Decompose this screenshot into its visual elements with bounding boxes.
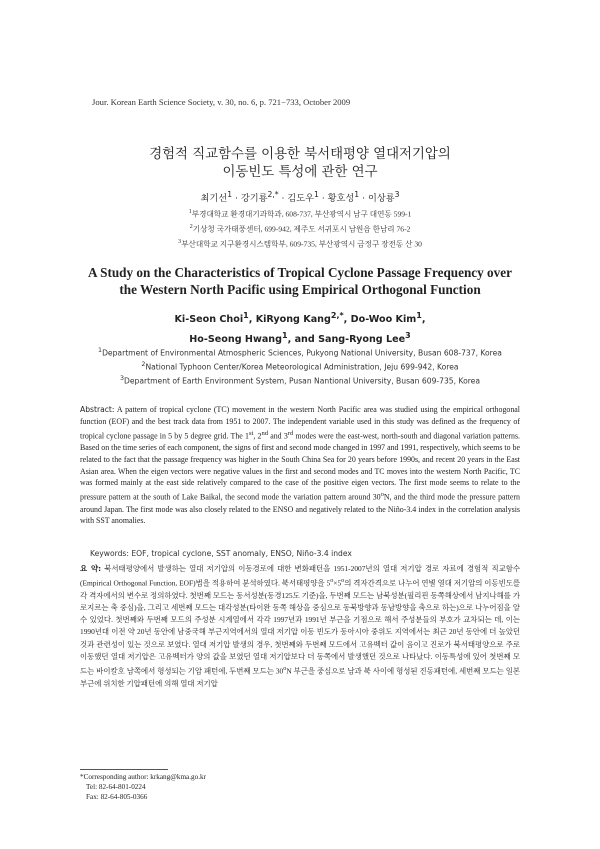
author-sup: 1 bbox=[314, 190, 319, 199]
korean-author: 최기선$^1$ bbox=[200, 190, 233, 205]
english-title-line-1: A Study on the Characteristics of Tropical Cyclone Passage Frequency over bbox=[88, 265, 512, 280]
korean-affiliation: $^2$기상청 국가태풍센터, 699-942, 제주도 서귀포시 남원읍 한남리 76-2 bbox=[189, 223, 411, 234]
english-affiliation: $^3$Department of Earth Environment System, Pusan Nantional University, Busan 609-735, Korea bbox=[120, 375, 480, 386]
korean-title-line-1: 경험적 직교함수를 이용한 북서태평양 열대저기압의 bbox=[149, 147, 451, 162]
author-separator: · bbox=[281, 193, 285, 205]
korean-affiliations bbox=[0, 206, 600, 251]
corresponding-author-footnote bbox=[80, 772, 206, 803]
korean-author: 강기룡$^{2,*}$ bbox=[240, 190, 279, 205]
keywords: Keywords: EOF, tropical cyclone, SST anomaly, ENSO, Niño-3.4 index bbox=[90, 549, 352, 558]
abstract-label: Abstract: bbox=[80, 405, 115, 414]
korean-affiliation: $^1$부경대학교 환경대기과학과, 608-737, 부산광역시 남구 대연동 599-1 bbox=[188, 208, 412, 219]
korean-summary-label: 요 약: bbox=[80, 564, 102, 573]
author-separator: · bbox=[362, 193, 366, 205]
korean-title-line-2: 이동빈도 특성에 관한 연구 bbox=[222, 165, 378, 180]
korean-author: 황호성$^1$ bbox=[327, 190, 360, 205]
korean-author: 김도우$^1$ bbox=[287, 190, 319, 205]
corresponding-author-fax: Fax: 82-64-805-0366 bbox=[86, 793, 148, 802]
author-sup: 1 bbox=[227, 190, 233, 199]
english-authors-line-2: Ho-Seong Hwang$^1$, and Sang-Ryong Lee$^3$ bbox=[189, 331, 411, 346]
journal-reference: Jour. Korean Earth Science Society, v. 30, no. 6, p. 721−733, October 2009 bbox=[92, 97, 351, 107]
korean-author: 이상룡$^3$ bbox=[367, 190, 400, 205]
author-separator: · bbox=[321, 193, 325, 205]
english-author-list bbox=[0, 308, 600, 348]
author-sup: 2,* bbox=[267, 190, 279, 199]
english-affiliation: $^2$National Typhoon Center/Korea Meteorological Administration, Jeju 699-942, Korea bbox=[141, 361, 459, 372]
corresponding-author-tel: Tel: 82-64-801-0224 bbox=[86, 783, 146, 792]
english-title bbox=[0, 264, 600, 298]
korean-title bbox=[0, 146, 600, 182]
english-title-line-2: the Western North Pacific using Empirical Orthogonal Function bbox=[119, 282, 481, 297]
english-affiliation: $^1$Department of Environmental Atmospheric Sciences, Pukyong National University, Busan 608-737, Korea bbox=[98, 347, 502, 358]
english-affiliations bbox=[0, 345, 600, 387]
corresponding-author-email: *Corresponding author: krkang@kma.go.kr bbox=[80, 773, 206, 781]
footnote-divider bbox=[80, 769, 168, 770]
author-separator: · bbox=[234, 193, 238, 205]
author-sup: 3 bbox=[394, 190, 400, 199]
korean-summary: 요 약: 북서태평양에서 발생하는 열대 저기압의 이동경로에 대한 변화패턴을 1951-2007년의 열대 저기압 경로 자료에 경험적 직교함수(Empirical Orthogonal Function, EOF)법을 적용하여 분석하였다. 북서태평양을 $5^o\times 5^o$의 격자간격으로 나누어 연별 열대 저기압의 이동빈도를 각 격자에서의 변수로 정의하였다. 첫번째 모드는 동서성분(동경125도 기준)을, 두번째 모드는 남북성분(필리핀 동쪽해상에서 남지나해를 가로지르는 축 중심)을, 그리고 세번째 모드는 대각성분(타이완 동쪽 해상을 중심으로 동북방향과 동남방향을 축으로 하는)으로 나누어짐을 알 수 있었다. 첫번째와 두번째 모드의 주성분 시계열에서 각각 1997년과 1991년 부근을 기점으로 해서 주성분들의 부호가 교차되는 데, 이는 1990년대 이전 약 20년 동안에 남중국해 부근지역에서의 열대 저기압 이동 빈도가 동아시아 중위도 지역에서는 최근 20년 동안에 더 높았던 것과 관련성이 있는 것으로 보였다. 열대 저기압 발생의 경우, 첫번째와 두번째 모드에서 고유벡터 값이 음이고 진로가 북서태평양으로 주로 이동했던 열대 저기압은 고유벡터가 양의 값을 보였던 열대 저기압보다 더 동쪽에서 발생했던 것으로 나타났다. 이동특성에 있어 첫번째 모드는 바이칼호 남쪽에서 형성되는 기압 패턴에, 두번째 모드는 30$^o$N 부근을 중심으로 남과 북 사이에 형성된 진동패턴에, 세번째 모드는 일본 부근에 위치한 기압패턴에 의해 열대 저기압 bbox=[80, 564, 520, 688]
korean-affiliation: $^3$부산대학교 지구환경시스템학부, 609-735, 부산광역시 금정구 장전동 산 30 bbox=[178, 238, 422, 249]
abstract: Abstract: A pattern of tropical cyclone (TC) movement in the western North Pacific area was studied using the empirical orthogonal function (EOF) and the best track data from 1951 to 2007. The independent variable used in this study was defined as the frequency of tropical cyclone passage in 5 by 5 degree grid. The 1st, 2nd and 3rd modes were the east-west, north-south and diagonal variation patterns. Based on the time series of each component, the signs of first and second mode changed in 1997 and 1991, respectively, which seems to be related to the fact that the passage frequency was higher in the South China Sea for 20 years before 1990s, and recent 20 years in the East Asian area. When the eigen vectors were negative values in the first and second modes and TC moves into the western North Pacific, TC was formed mainly at the east side relatively compared to the case of the positive eigen vectors. The first mode seems to relate to the pressure pattern at the south of Lake Baikal, the second mode the variation pattern around 30$^o$N, and the third mode the pressure pattern around Japan. The first mode was also closely related to the ENSO and negatively related to the Niño-3.4 index in the correlation analysis with SST anomalies. bbox=[80, 405, 520, 526]
korean-author-list bbox=[0, 190, 600, 204]
author-sup: 1 bbox=[354, 190, 360, 199]
english-authors-line-1: Ki-Seon Choi$^1$, KiRyong Kang$^{2,*}$, Do-Woo Kim$^1$, bbox=[174, 311, 426, 326]
